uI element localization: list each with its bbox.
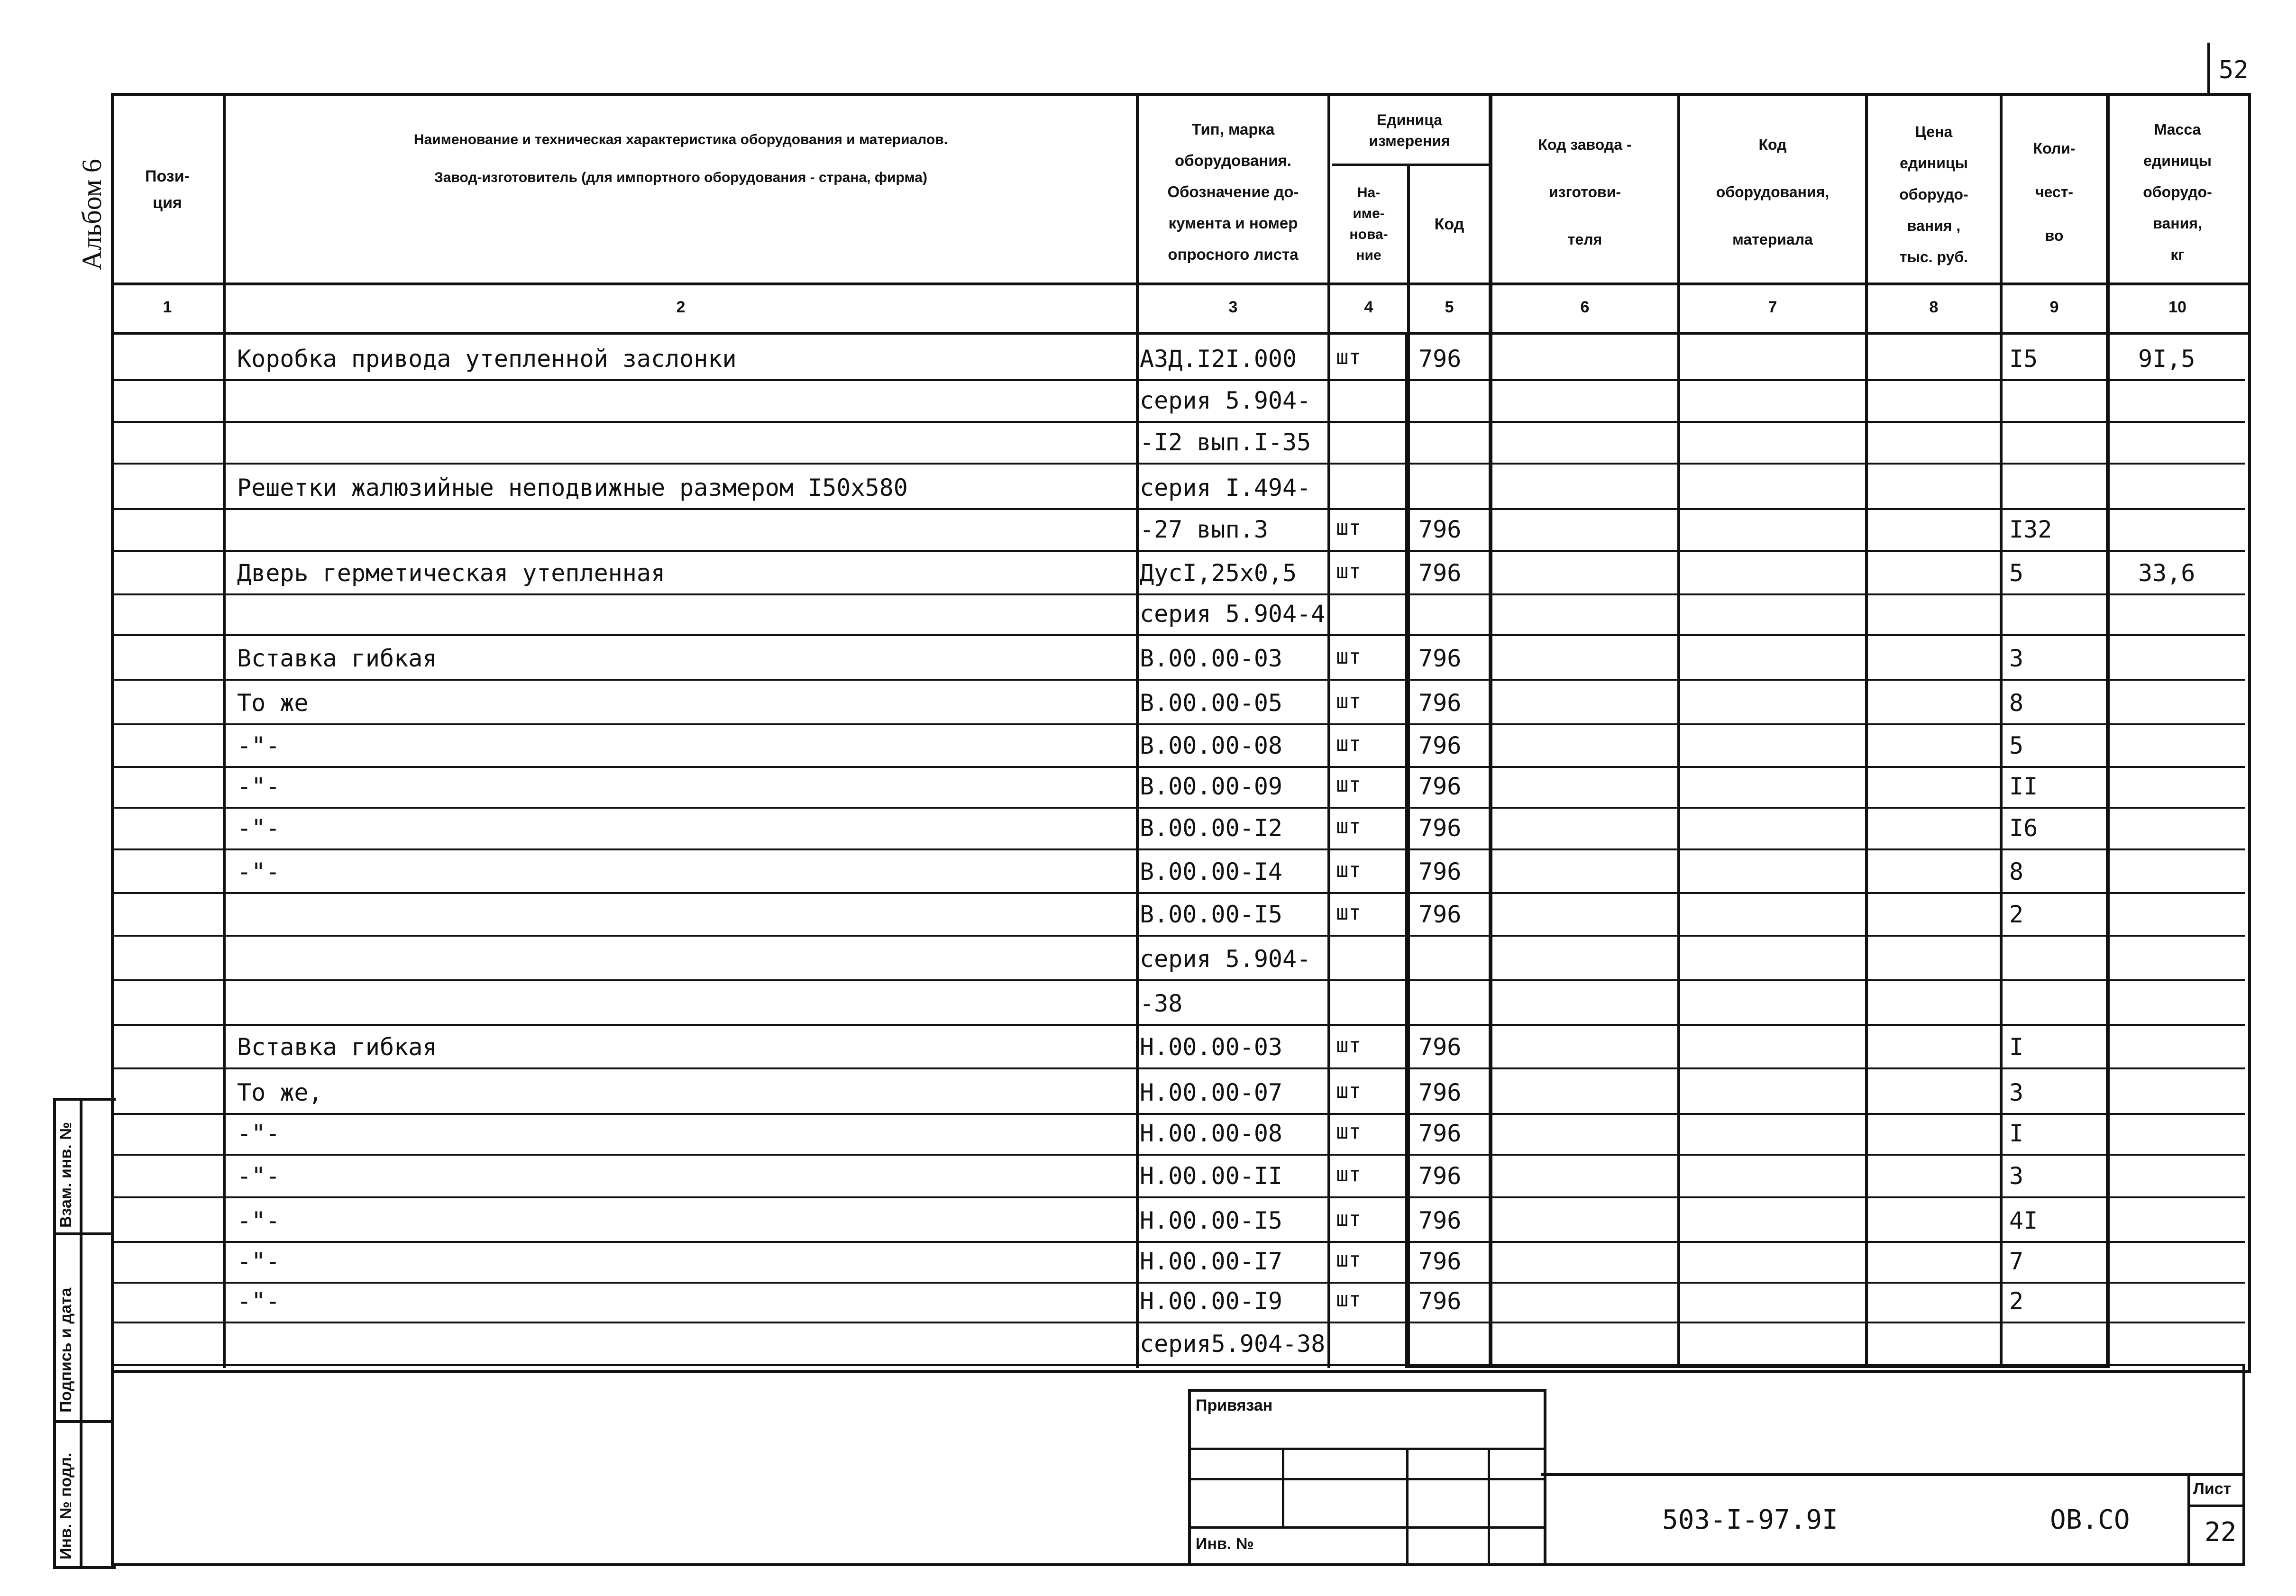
row-mass: 33,6 xyxy=(2138,559,2195,587)
row-unit: шт xyxy=(1336,516,1361,540)
row-unit: шт xyxy=(1336,1120,1361,1144)
colnum-5: 5 xyxy=(1445,298,1454,316)
row-quantity: I6 xyxy=(2009,814,2038,842)
colnum-4: 4 xyxy=(1364,298,1373,316)
row-line xyxy=(111,935,2245,937)
row-unit: шт xyxy=(1336,645,1361,669)
row-code: 796 xyxy=(1418,559,1462,587)
row-type: АЗД.I2I.000 xyxy=(1140,345,1297,373)
row-quantity: II xyxy=(2009,773,2038,800)
colnum-6: 6 xyxy=(1580,298,1590,316)
side-stamp-line-2 xyxy=(53,1420,113,1423)
row-code: 796 xyxy=(1418,516,1462,543)
header-unit-group: Единица измерения xyxy=(1369,111,1450,149)
row-type: В.00.00-I4 xyxy=(1140,858,1283,885)
row-line xyxy=(111,679,2245,681)
row-line xyxy=(111,1241,2245,1243)
row-type: В.00.00-09 xyxy=(1140,773,1283,800)
row-quantity: 3 xyxy=(2009,1079,2024,1106)
row-line xyxy=(111,1024,2245,1026)
row-line xyxy=(111,593,2245,595)
stamp-line-2 xyxy=(1188,1478,1544,1480)
row-unit: шт xyxy=(1336,901,1361,925)
row-type: серия I.494- xyxy=(1140,474,1311,502)
row-name: То же xyxy=(237,689,309,717)
row-quantity: 8 xyxy=(2009,858,2024,885)
row-line xyxy=(111,766,2245,768)
row-quantity: 3 xyxy=(2009,1162,2024,1190)
header-price: Цена единицы оборудо- вания , тыс. руб. xyxy=(1899,123,1968,265)
row-unit: шт xyxy=(1336,689,1361,713)
row-type: В.00.00-I2 xyxy=(1140,814,1283,842)
row-type: В.00.00-03 xyxy=(1140,645,1283,672)
row-name: -"- xyxy=(237,773,280,800)
row-name: -"- xyxy=(237,858,280,885)
row-code: 796 xyxy=(1418,1248,1462,1275)
bottom-left-border xyxy=(111,1365,114,1566)
row-line xyxy=(111,379,2245,381)
row-type: серия 5.904- xyxy=(1140,945,1311,973)
document-code: 503-I-97.9I xyxy=(1662,1505,1838,1535)
row-quantity: 2 xyxy=(2009,1287,2024,1315)
title-block-top xyxy=(1541,1473,2245,1476)
row-type: Н.00.00-I9 xyxy=(1140,1287,1283,1315)
row-line xyxy=(111,421,2245,423)
row-type: Н.00.00-II xyxy=(1140,1162,1283,1190)
row-line xyxy=(111,1154,2245,1156)
stamp-vline-3 xyxy=(1488,1448,1490,1563)
row-code: 796 xyxy=(1418,901,1462,928)
row-type: Н.00.00-I7 xyxy=(1140,1248,1283,1275)
row-line xyxy=(111,1196,2245,1198)
col-divider-5 xyxy=(1489,93,1492,1368)
row-line xyxy=(111,723,2245,725)
row-line xyxy=(111,550,2245,552)
header-unit-code: Код xyxy=(1434,215,1464,233)
row-line xyxy=(111,463,2245,465)
colnum-3: 3 xyxy=(1228,298,1238,316)
header-quantity: Коли- чест- во xyxy=(2033,140,2076,244)
colnum-bottom-line xyxy=(111,332,2251,335)
row-code: 796 xyxy=(1418,773,1462,800)
row-unit: шт xyxy=(1336,1287,1361,1312)
row-code: 796 xyxy=(1418,1120,1462,1147)
row-name: -"- xyxy=(237,814,280,842)
row-line xyxy=(111,1067,2245,1069)
row-line xyxy=(111,508,2245,510)
row-mass: 9I,5 xyxy=(2138,345,2195,373)
row-name: Вставка гибкая xyxy=(237,1033,437,1061)
row-type: Н.00.00-I5 xyxy=(1140,1207,1283,1234)
row-quantity: 2 xyxy=(2009,901,2024,928)
side-label-inv-original: Инв. № подл. xyxy=(57,1452,75,1560)
row-quantity: 5 xyxy=(2009,559,2024,587)
row-quantity: I xyxy=(2009,1033,2024,1061)
row-quantity: 5 xyxy=(2009,732,2024,759)
row-line xyxy=(111,1322,2245,1323)
page-number: 52 xyxy=(2219,56,2249,84)
stamp-line-3 xyxy=(1188,1526,1544,1529)
row-unit: шт xyxy=(1336,345,1361,369)
row-unit: шт xyxy=(1336,858,1361,882)
sheet-code: ОВ.СО xyxy=(2050,1505,2130,1535)
row-code: 796 xyxy=(1418,645,1462,672)
row-code: 796 xyxy=(1418,1033,1462,1061)
inv-no-label: Инв. № xyxy=(1196,1535,1254,1553)
row-code: 796 xyxy=(1418,1079,1462,1106)
row-name: Вставка гибкая xyxy=(237,645,437,672)
page-number-divider xyxy=(2207,43,2210,96)
row-line xyxy=(111,892,2245,894)
row-name: -"- xyxy=(237,1287,280,1315)
row-code: 796 xyxy=(1418,689,1462,717)
row-type: Н.00.00-03 xyxy=(1140,1033,1283,1061)
row-name: -"- xyxy=(237,1120,280,1147)
row-type: В.00.00-08 xyxy=(1140,732,1283,759)
side-stamp-divider xyxy=(80,1098,82,1566)
row-name: -"- xyxy=(237,1207,280,1234)
header-name: Наименование и техническая характеристика оборудования и материалов. Завод-изготовитель (для импортного оборудования - страна, фирма) xyxy=(413,132,948,185)
header-unit-name: На- име- нова- ние xyxy=(1349,184,1388,263)
sheet-number: 22 xyxy=(2205,1517,2237,1548)
row-unit: шт xyxy=(1336,773,1361,797)
row-quantity: I32 xyxy=(2009,516,2052,543)
row-quantity: 4I xyxy=(2009,1207,2038,1234)
row-name: Дверь герметическая утепленная xyxy=(237,559,666,587)
row-unit: шт xyxy=(1336,1248,1361,1272)
row-unit: шт xyxy=(1336,1207,1361,1231)
row-type: -38 xyxy=(1140,990,1183,1017)
row-unit: шт xyxy=(1336,814,1361,839)
bottom-border xyxy=(111,1563,2245,1566)
sheet-box-line xyxy=(2187,1505,2245,1507)
row-name: То же, xyxy=(237,1079,323,1106)
row-name: -"- xyxy=(237,1162,280,1190)
privyazan-label: Привязан xyxy=(1196,1396,1273,1414)
row-code: 796 xyxy=(1418,1162,1462,1190)
row-type: -I2 вып.I-35 xyxy=(1140,429,1311,456)
col-divider-4 xyxy=(1407,164,1410,1368)
unit-group-line xyxy=(1332,164,1491,166)
row-line xyxy=(111,1282,2245,1284)
sheet-label: Лист xyxy=(2193,1480,2232,1498)
side-label-signature-date: Подпись и дата xyxy=(57,1287,75,1413)
stamp-vline-2 xyxy=(1406,1448,1409,1563)
row-unit: шт xyxy=(1336,1033,1361,1058)
row-code: 796 xyxy=(1418,858,1462,885)
header-factory-code: Код завода - изготови- теля xyxy=(1538,136,1632,248)
row-line xyxy=(111,634,2245,636)
colnum-8: 8 xyxy=(1929,298,1939,316)
row-unit: шт xyxy=(1336,1079,1361,1103)
row-code: 796 xyxy=(1418,1287,1462,1315)
colnum-1: 1 xyxy=(163,298,172,316)
col-divider-9 xyxy=(2106,93,2110,1368)
stamp-line-1 xyxy=(1188,1448,1544,1450)
colnum-2: 2 xyxy=(676,298,686,316)
stamp-vline-1 xyxy=(1282,1448,1284,1526)
side-label-replace-inv: Взам. инв. № xyxy=(57,1122,75,1228)
row-name: -"- xyxy=(237,1248,280,1275)
row-line xyxy=(111,807,2245,809)
row-quantity: I xyxy=(2009,1120,2024,1147)
row-type: ДусI,25х0,5 xyxy=(1140,559,1297,587)
row-code: 796 xyxy=(1418,814,1462,842)
row-code: 796 xyxy=(1418,345,1462,373)
row-type: серия 5.904-4 xyxy=(1140,600,1326,628)
row-quantity: 7 xyxy=(2009,1248,2024,1275)
row-name: -"- xyxy=(237,732,280,759)
row-type: -27 вып.3 xyxy=(1140,516,1268,543)
row-name: Решетки жалюзийные неподвижные размером I50х580 xyxy=(237,474,908,502)
row-name: Коробка привода утепленной заслонки xyxy=(237,345,737,373)
header-position: Пози- ция xyxy=(145,167,190,212)
colnum-10: 10 xyxy=(2168,298,2186,316)
row-unit: шт xyxy=(1336,732,1361,756)
row-quantity: 8 xyxy=(2009,689,2024,717)
row-type: серия5.904-38 xyxy=(1140,1330,1326,1358)
row-line xyxy=(111,979,2245,981)
row-unit: шт xyxy=(1336,1162,1361,1186)
row-quantity: 3 xyxy=(2009,645,2024,672)
header-mass: Масса единицы оборудо- вания, кг xyxy=(2143,121,2212,263)
row-type: В.00.00-05 xyxy=(1140,689,1283,717)
colnum-7: 7 xyxy=(1768,298,1777,316)
row-type: В.00.00-I5 xyxy=(1140,901,1283,928)
row-code: 796 xyxy=(1418,1207,1462,1234)
row-line xyxy=(111,1113,2245,1115)
bottom-right-border xyxy=(2242,1365,2245,1566)
colnum-9: 9 xyxy=(2049,298,2059,316)
album-label: Альбом 6 xyxy=(76,159,107,270)
row-type: серия 5.904- xyxy=(1140,387,1311,414)
row-code: 796 xyxy=(1418,732,1462,759)
sheet-box-divider xyxy=(2187,1473,2190,1564)
header-equipment-code: Код оборудования, материала xyxy=(1716,136,1829,248)
row-quantity: I5 xyxy=(2009,345,2038,373)
block-bottom-line xyxy=(1407,1364,2110,1368)
row-line xyxy=(111,848,2245,850)
side-stamp-line-1 xyxy=(53,1232,113,1235)
header-type: Тип, марка оборудования. Обозначение до- кумента и номер опросного листа xyxy=(1167,120,1299,263)
row-type: Н.00.00-08 xyxy=(1140,1120,1283,1147)
row-unit: шт xyxy=(1336,559,1361,584)
row-type: Н.00.00-07 xyxy=(1140,1079,1283,1106)
